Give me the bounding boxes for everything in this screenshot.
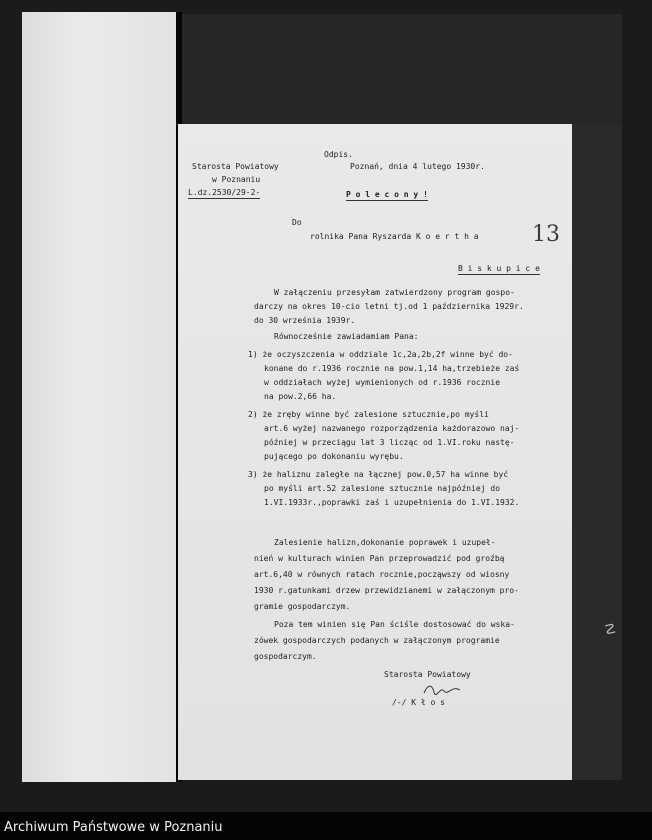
body-line: darczy na okres 10-cio letni tj.od 1 października 1929r. — [254, 302, 524, 311]
body-line: nień w kulturach winien Pan przeprowadzić pod groźbą — [254, 554, 505, 563]
to-label: Do — [292, 218, 302, 227]
body-line: później w przeciągu lat 3 licząc od 1.VI.roku nastę- — [264, 438, 515, 447]
body-line: do 30 września 1939r. — [254, 316, 356, 325]
archive-caption: Archiwum Państwowe w Poznaniu — [4, 820, 223, 835]
recipient: rolnika Pana Ryszarda K o e r t h a — [310, 232, 479, 241]
body-line: w oddziałach wyżej wymienionych od r.1936 rocznie — [264, 378, 501, 387]
body-line: pującego po dokonaniu wyrębu. — [264, 452, 404, 461]
letter — [178, 124, 572, 780]
handwritten-page-number: 13 — [532, 222, 560, 247]
body-line: 3) że haliznu zaległe na łącznej pow.0,57 ha winne być — [248, 470, 509, 479]
dark-top-band — [182, 14, 622, 124]
issuer-line2: w Poznaniu — [212, 175, 261, 184]
archive-footer — [0, 812, 652, 840]
signature-name: /-/ K ł o s — [392, 698, 445, 707]
handwritten-signature — [422, 682, 462, 696]
body-line: konane do r.1936 rocznie na pow.1,14 ha,trzebieże zaś — [264, 364, 520, 373]
registered-label: P o l e c o n y ! — [346, 190, 428, 199]
body-line: 1) że oczyszczenia w oddziale 1c,2a,2b,2f winne być do- — [248, 350, 513, 359]
body-line: gospodarczym. — [254, 652, 317, 661]
body-line: gramie gospodarczym. — [254, 602, 351, 611]
margin-mark-icon: ☡ — [604, 622, 617, 638]
signature-title: Starosta Powiatowy — [384, 670, 471, 679]
body-line: na pow.2,66 ha. — [264, 392, 337, 401]
body-line: 1930 r.gatunkami drzew przewidzianemi w załączonym pro- — [254, 586, 519, 595]
body-line: Równocześnie zawiadamiam Pana: — [274, 332, 419, 341]
body-line: Zalesienie halizn,dokonanie poprawek i uzupeł- — [274, 538, 496, 547]
issuer-line1: Starosta Powiatowy — [192, 162, 279, 171]
body-line: Poza tem winien się Pan ściśle dostosować do wska- — [274, 620, 515, 629]
body-line: art.6 wyżej nazwanego rozporządzenia każdorazowo naj- — [264, 424, 520, 433]
body-line: 2) że zręby winne być zalesione sztucznie,po myśli — [248, 410, 489, 419]
document-page — [178, 124, 572, 780]
body-line: art.6,40 w równych ratach rocznie,począwszy od wiosny — [254, 570, 510, 579]
body-line: po myśli art.52 zalesione sztucznie najpóźniej do — [264, 484, 501, 493]
copy-label: Odpis. — [324, 150, 353, 159]
body-line: zówek gospodarczych podanych w załączonym programie — [254, 636, 500, 645]
reference-number: L.dz.2530/29-2- — [188, 188, 261, 197]
body-line: 1.VI.1933r.,poprawki zaś i uzupełnienia do 1.VI.1932. — [264, 498, 520, 507]
recipient-place: B i s k u p i c e — [458, 264, 540, 273]
place-date: Poznań, dnia 4 lutego 1930r. — [350, 162, 485, 171]
right-dark-edge — [572, 124, 622, 780]
left-blank-page — [22, 12, 176, 782]
body-line: W załączeniu przesyłam zatwierdzony program gospo- — [274, 288, 515, 297]
